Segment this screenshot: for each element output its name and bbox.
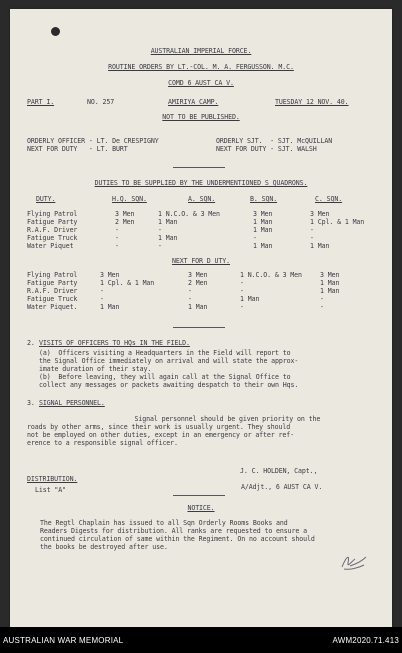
cell-b: 1 Man [240, 295, 260, 303]
cell-hq: - [115, 242, 119, 250]
cell-a: 1 N.C.O. & 3 Men [158, 210, 220, 218]
document-page [10, 9, 392, 627]
divider [173, 495, 225, 496]
date: TUESDAY 12 NOV. 40. [275, 98, 349, 106]
distribution-list: List "A" [35, 486, 66, 494]
cell-hq: 2 Men [115, 218, 135, 226]
orderly-sergeant: ORDERLY SJT. - SJT. McQUILLAN [216, 137, 333, 145]
cell-b: - [240, 303, 244, 311]
cell-a: 1 Man [158, 234, 178, 242]
item3-body: Signal personnel should be given priority on the roads by other arms, since their work is usually urgent. They should not be employed on other duties, except in an emergency or after ref- erence to a responsible signal officer. [27, 415, 321, 447]
cell-duty: Flying Patrol [27, 210, 78, 218]
distribution-label: DISTRIBUTION. [27, 475, 78, 483]
cell-b: 3 Men [253, 210, 273, 218]
cell-hq: - [115, 234, 119, 242]
col-hq: H.Q. SQN. [112, 195, 147, 203]
footer-accession: AWM2020.71.413 [332, 636, 399, 645]
not-published: NOT TO BE PUBLISHED. [162, 113, 240, 121]
footer-bar [0, 627, 402, 653]
cell-c: - [310, 226, 314, 234]
item3-text [27, 407, 320, 455]
cell-a: 1 Man [158, 218, 178, 226]
cell-hq: - [100, 295, 104, 303]
notice-title: NOTICE. [187, 504, 215, 512]
command: COMD 6 AUST CA V. [168, 79, 234, 87]
cell-duty: Water Piquet. [27, 303, 78, 311]
cell-b: 1 N.C.O. & 3 Men [240, 271, 302, 279]
cell-a: - [188, 295, 192, 303]
notice-text: The Regtl Chaplain has issued to all Sqn Orderly Rooms Books and Readers Digests for distribution. All ranks are requested to ensure a continued circulation of same within the Regiment. On no account should the books be destroyed after use. [40, 519, 315, 551]
cell-hq: 3 Men [115, 210, 135, 218]
duties-title: DUTIES TO BE SUPPLIED BY THE UNDERMENTIONED S QUADRONS. [94, 179, 308, 187]
cell-duty: Fatigue Truck [27, 295, 78, 303]
cell-duty: R.A.F. Driver [27, 226, 78, 234]
cell-c: - [320, 303, 324, 311]
heading: AUSTRALIAN IMPERIAL FORCE. [150, 47, 252, 55]
cell-duty: Fatigue Party [27, 218, 78, 226]
signatory-title: A/Adjt., 6 AUST CA V. [241, 483, 323, 491]
cell-hq: 1 Cpl. & 1 Man [100, 279, 155, 287]
cell-duty: Fatigue Truck [27, 234, 78, 242]
order-number: NO. 257 [87, 98, 115, 106]
cell-duty: Fatigue Party [27, 279, 78, 287]
col-a: A. SQN. [188, 195, 216, 203]
cell-b: 1 Man [253, 218, 273, 226]
cell-c: - [310, 234, 314, 242]
cell-c: 1 Man [310, 242, 330, 250]
item2-title: VISITS OF OFFICERS TO HQs IN THE FIELD. [39, 339, 190, 347]
col-duty: DUTY. [36, 195, 56, 203]
cell-b: - [240, 287, 244, 295]
col-b: B. SQN. [250, 195, 278, 203]
next-for-duty-officer: NEXT FOR DUTY - LT. BURT [27, 145, 128, 153]
signature-initials [336, 549, 370, 573]
cell-c: 1 Man [320, 279, 340, 287]
location: AMIRIYA CAMP. [168, 98, 219, 106]
cell-a: 2 Men [188, 279, 208, 287]
cell-c: 3 Men [310, 210, 330, 218]
cell-b: 1 Man [253, 226, 273, 234]
cell-a: - [158, 242, 162, 250]
cell-c: - [320, 295, 324, 303]
item3-title: SIGNAL PERSONNEL. [39, 399, 105, 407]
item2-number: 2. [27, 339, 35, 347]
cell-a: 1 Man [188, 303, 208, 311]
cell-b: 1 Man [253, 242, 273, 250]
cell-duty: Water Piquet [27, 242, 74, 250]
cell-b: - [253, 234, 257, 242]
cell-b: - [240, 279, 244, 287]
cell-c: 3 Men [320, 271, 340, 279]
subheading: ROUTINE ORDERS BY LT.-COL. M. A. FERGUSSON. M.C. [108, 63, 294, 71]
cell-duty: R.A.F. Driver [27, 287, 78, 295]
signatory: J. C. HOLDEN, Capt., [240, 467, 318, 475]
next-for-duty-sergeant: NEXT FOR DUTY - SJT. WALSH [216, 145, 317, 153]
cell-c: 1 Man [320, 287, 340, 295]
cell-duty: Flying Patrol [27, 271, 78, 279]
cell-a: - [188, 287, 192, 295]
punch-hole [51, 27, 60, 36]
cell-hq: 3 Men [100, 271, 120, 279]
cell-c: 1 Cpl. & 1 Man [310, 218, 365, 226]
orderly-officer: ORDERLY OFFICER - LT. De CRESPIGNY [27, 137, 159, 145]
cell-hq: - [115, 226, 119, 234]
cell-a: 3 Men [188, 271, 208, 279]
cell-hq: 1 Man [100, 303, 120, 311]
part: PART I. [27, 98, 55, 106]
item2-text: (a) Officers visiting a Headquarters in the Field will report to the Signal Office immediately on arrival and will state the approx- imate duration of their stay. (b) Before leaving, they will again call at the Signal Office to collect any messages or packets awaiting despatch to their own Hqs. [39, 349, 299, 389]
footer-credit: AUSTRALIAN WAR MEMORIAL [3, 636, 124, 645]
divider [173, 327, 225, 328]
cell-hq: - [100, 287, 104, 295]
next-duty-title: NEXT FOR D UTY. [171, 257, 231, 265]
col-c: C. SQN. [315, 195, 343, 203]
divider [173, 167, 225, 168]
cell-a: - [158, 226, 162, 234]
item3-number: 3. [27, 399, 35, 407]
